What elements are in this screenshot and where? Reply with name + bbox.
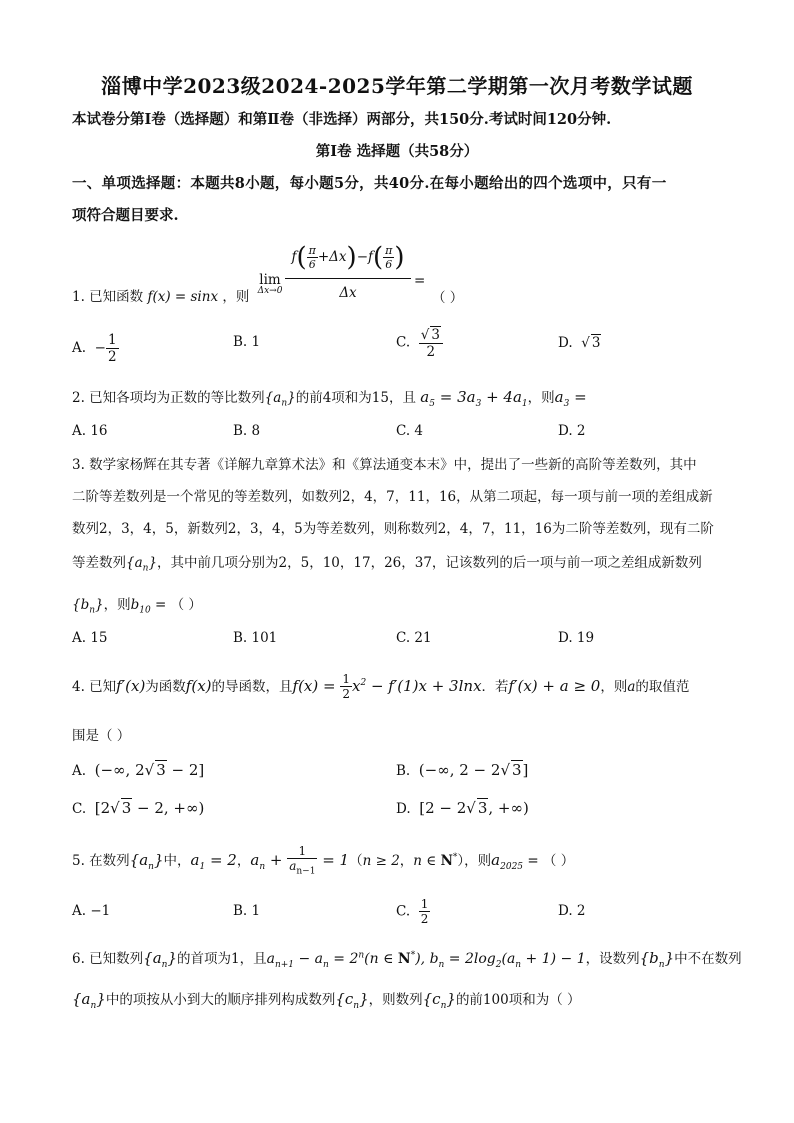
q3-line5: $\{b_n\}$，则$b_{10}$ = （ ） — [72, 597, 202, 616]
q3-line4-b: ，其中前几项分别为2，5，10，17，26，37，记该数列的后一项与前一项之差组成新数列 — [157, 555, 702, 571]
q6-text-a: 6. 已知数列 — [72, 951, 144, 967]
q5-text-e: ， — [399, 852, 414, 869]
q5-option-d[interactable]: D. 2 — [558, 903, 586, 919]
q5-option-c[interactable]: C. $\frac{1}{2}$ — [396, 897, 429, 927]
q2-option-a[interactable]: A. 16 — [72, 423, 108, 439]
q1-option-d[interactable]: D. √ 3 — [558, 335, 601, 351]
q6-line1: 6. 已知数列$\{a_n\}$的首项为1，且$a_{n+1} - a_n = 2^n(n$ ∈ N*), $b_n = 2\log_2(a_n + 1) - 1$，设数列$\{b_n\}$中不在数列 — [72, 949, 742, 970]
q6-text-d: 中不在数列 — [674, 951, 742, 967]
q3-line3: 数列2，3，4，5，新数列2，3，4，5为等差数列，则称数列2，4，7，11，16为二阶等差数列，现有二阶 — [72, 521, 714, 537]
q4-line1: 4. 已知f′(x)为函数f(x)的导函数，且f(x) = $\frac{1}{2}$ $x^2 - f'(1)x + 3\ln x$．若f′(x) + a ≥ 0，则a的取值范 — [72, 672, 690, 702]
q3-option-c[interactable]: C. 21 — [396, 630, 432, 646]
q1-lim-sub: Δx→0 — [257, 286, 283, 296]
q3-option-a[interactable]: A. 15 — [72, 630, 108, 646]
q4-line2: 围是（ ） — [72, 728, 131, 744]
exam-intro: 本试卷分第Ⅰ卷（选择题）和第Ⅱ卷（非选择）两部分，共150分.考试时间120分钟. — [72, 111, 612, 128]
q4-text-b: 为函数 — [145, 678, 186, 695]
q2-option-c[interactable]: C. 4 — [396, 423, 424, 439]
q2-text-b: 的前4项和为15，且 — [295, 390, 416, 406]
q4-option-c[interactable]: C. [2√ 3 − 2, +∞) — [72, 799, 205, 817]
q1-limit — [256, 272, 284, 296]
q5-text-d: （ — [349, 852, 363, 869]
q1-denominator: Δx — [339, 285, 357, 301]
q1-mid: ，则 — [222, 289, 250, 305]
q2-text-c: ，则 — [527, 390, 555, 406]
q4-text-c: 的导函数，且 — [211, 678, 293, 695]
q5-option-a[interactable]: A. −1 — [72, 903, 111, 919]
q5-text-b: 中， — [163, 852, 191, 869]
q3-option-d[interactable]: D. 19 — [558, 630, 595, 646]
part-title: 第Ⅰ卷 选择题（共58分） — [315, 143, 479, 160]
q6-text-c: ，设数列 — [585, 951, 640, 967]
question-1 — [72, 285, 249, 305]
q3-line5-c: = （ ） — [150, 597, 202, 613]
q6-line2-c: ，则数列 — [368, 992, 423, 1008]
q5-text-a: 5. 在数列 — [72, 852, 130, 869]
q6-line2-d: 的前100项和为（ ） — [455, 992, 581, 1008]
q3-line4-a: 等差数列 — [72, 555, 126, 571]
q4-option-b[interactable]: B. (−∞, 2 − 2√ 3] — [396, 761, 529, 779]
q1-answer-bracket: （ ） — [432, 290, 464, 306]
q4-text-e: ，则 — [600, 678, 628, 695]
q4-text-d: ．若 — [481, 678, 509, 695]
question-2: 2. 已知各项均为正数的等比数列$\{a_n\}$的前4项和为15，且 $a_5 = 3a_3 + 4a_1$，则$a_3$ = — [72, 388, 587, 409]
q6-line2-b: 中的项按从小到大的顺序排列构成数列 — [105, 992, 336, 1008]
q3-option-b[interactable]: B. 101 — [233, 630, 278, 646]
q4-option-a[interactable]: A. (−∞, 2√ 3 − 2] — [72, 761, 205, 779]
q4-text-f: 的取值范 — [635, 678, 690, 695]
q1-option-b[interactable]: B. 1 — [233, 334, 261, 350]
exam-title: 淄博中学2023级2024-2025学年第二学期第一次月考数学试题 — [101, 74, 693, 98]
q3-line2: 二阶等差数列是一个常见的等差数列，如数列2，4，7，11，16，从第二项起，每一项与前一项的差组成新 — [72, 489, 713, 505]
q2-option-b[interactable]: B. 8 — [233, 423, 261, 439]
q4-text-a: 4. 已知 — [72, 678, 117, 695]
q3-line5-b: ，则 — [103, 597, 131, 613]
q3-line1: 3. 数学家杨辉在其专著《详解九章算术法》和《算法通变本末》中，提出了一些新的高阶等差数列，其中 — [72, 457, 697, 473]
q5-line: 5. 在数列$\{a_n\}$中，$a_1 = 2$，$a_n$ + $\frac{1}{a_{n-1}}$ = 1（n ≥ 2，n ∈ N*），则$a_{2025}$ = （ ） — [72, 844, 575, 877]
q1-suffix: = — [414, 273, 426, 289]
q1-lim: lim — [259, 272, 281, 288]
q4-option-d[interactable]: D. [2 − 2√ 3, +∞) — [396, 799, 529, 817]
section-heading-line2: 项符合题目要求. — [72, 207, 179, 224]
q2-text-a: 2. 已知各项均为正数的等比数列 — [72, 390, 265, 406]
q5-text-c: ， — [236, 852, 251, 869]
q5-text-g: = （ ） — [523, 852, 575, 869]
q6-text-b: 的首项为1，且 — [177, 951, 267, 967]
q6-line2: $\{a_n\}$中的项按从小到大的顺序排列构成数列$\{c_n\}$，则数列$\{c_n\}$的前100项和为（ ） — [72, 990, 581, 1011]
q1-option-c[interactable]: C. $\frac{√ 3}{2}$ — [396, 326, 443, 360]
q3-line4: 等差数列$\{a_n\}$，其中前几项分别为2，5，10，17，26，37，记该数列的后一项与前一项之差组成新数列 — [72, 555, 702, 574]
q5-option-b[interactable]: B. 1 — [233, 903, 261, 919]
q1-option-a[interactable]: A. − $\frac{1}{2}$ — [72, 332, 117, 366]
q1-prefix: 1. 已知函数 — [72, 289, 144, 305]
q5-text-f: ），则 — [457, 852, 492, 869]
q2-option-d[interactable]: D. 2 — [558, 423, 586, 439]
q1-fraction — [285, 240, 411, 301]
q1-numerator: f( $\frac{\pi}{6}$ +Δx)−f( $\frac{\pi}{6}$ ) — [285, 240, 411, 279]
q1-function: f(x) = sinx — [147, 289, 219, 305]
section-heading-line1: 一、单项选择题：本题共8小题，每小题5分，共40分.在每小题给出的四个选项中，只有一 — [72, 175, 667, 192]
